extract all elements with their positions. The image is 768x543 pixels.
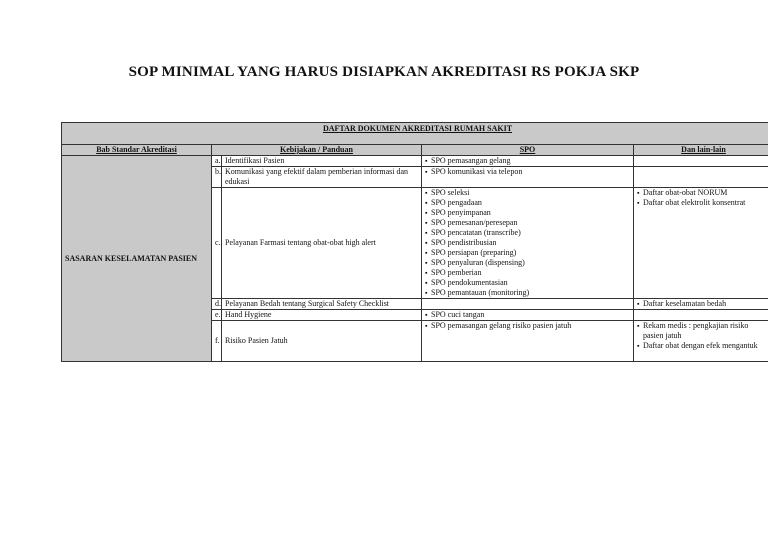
spo-cell <box>422 156 634 167</box>
bab-cell: SASARAN KESELAMATAN PASIEN <box>62 156 212 362</box>
spo-item: ▪ SPO pencatatan (transcribe) <box>425 228 630 238</box>
spo-item: ▪ SPO pemberian <box>425 268 630 278</box>
row-letter: c. <box>212 188 222 299</box>
spo-cell <box>422 188 634 299</box>
spo-item: ▪ SPO penyaluran (dispensing) <box>425 258 630 268</box>
spo-item: ▪ SPO persiapan (preparing) <box>425 248 630 258</box>
policy-cell: Pelayanan Bedah tentang Surgical Safety Checklist <box>222 299 422 310</box>
other-item: ▪ Daftar obat elektrolit konsentrat <box>637 198 768 208</box>
spo-item: ▪ SPO pengadaan <box>425 198 630 208</box>
spo-item: ▪ SPO cuci tangan <box>425 310 630 320</box>
other-cell <box>634 299 768 310</box>
spo-item: ▪ SPO pendistribusian <box>425 238 630 248</box>
policy-cell: Risiko Pasien Jatuh <box>222 321 422 362</box>
spo-item: ▪ SPO pemantauan (monitoring) <box>425 288 630 298</box>
spo-cell <box>422 310 634 321</box>
other-cell <box>634 156 768 167</box>
other-cell <box>634 310 768 321</box>
row-letter: e. <box>212 310 222 321</box>
spo-item: ▪ SPO pemesanan/peresepan <box>425 218 630 228</box>
other-cell <box>634 167 768 188</box>
row-letter: a. <box>212 156 222 167</box>
spo-item: ▪ SPO pendokumentasian <box>425 278 630 288</box>
spo-item: ▪ SPO pemasangan gelang <box>425 156 630 166</box>
policy-cell: Pelayanan Farmasi tentang obat-obat high alert <box>222 188 422 299</box>
table-banner: DAFTAR DOKUMEN AKREDITASI RUMAH SAKIT <box>62 123 768 145</box>
header-other: Dan lain-lain <box>634 145 768 156</box>
other-cell <box>634 188 768 299</box>
other-item: ▪ Daftar obat-obat NORUM <box>637 188 768 198</box>
table-header-row <box>62 145 768 156</box>
spo-cell <box>422 299 634 310</box>
spo-cell <box>422 321 634 362</box>
policy-cell: Identifikasi Pasien <box>222 156 422 167</box>
row-letter: d. <box>212 299 222 310</box>
spo-cell <box>422 167 634 188</box>
other-cell <box>634 321 768 362</box>
page-title: SOP MINIMAL YANG HARUS DISIAPKAN AKREDITASI RS POKJA SKP <box>128 64 640 80</box>
spo-item: ▪ SPO penyimpanan <box>425 208 630 218</box>
policy-cell: Komunikasi yang efektif dalam pemberian informasi dan edukasi <box>222 167 422 188</box>
header-spo: SPO <box>422 145 634 156</box>
other-item: ▪ Daftar obat dengan efek mengantuk <box>637 341 768 351</box>
row-letter: f. <box>212 321 222 362</box>
spo-item: ▪ SPO pemasangan gelang risiko pasien jatuh <box>425 321 630 331</box>
header-policy: Kebijakan / Panduan <box>212 145 422 156</box>
spo-item: ▪ SPO seleksi <box>425 188 630 198</box>
document-table <box>61 122 768 362</box>
row-letter: b. <box>212 167 222 188</box>
other-item: ▪ Daftar keselamatan bedah <box>637 299 768 309</box>
header-bab: Bab Standar Akreditasi <box>62 145 212 156</box>
table-row <box>62 156 768 167</box>
spo-item: ▪ SPO komunikasi via telepon <box>425 167 630 177</box>
table-banner-row <box>62 123 768 145</box>
other-item: ▪ Rekam medis : pengkajian risiko pasien jatuh <box>637 321 768 341</box>
policy-cell: Hand Hygiene <box>222 310 422 321</box>
